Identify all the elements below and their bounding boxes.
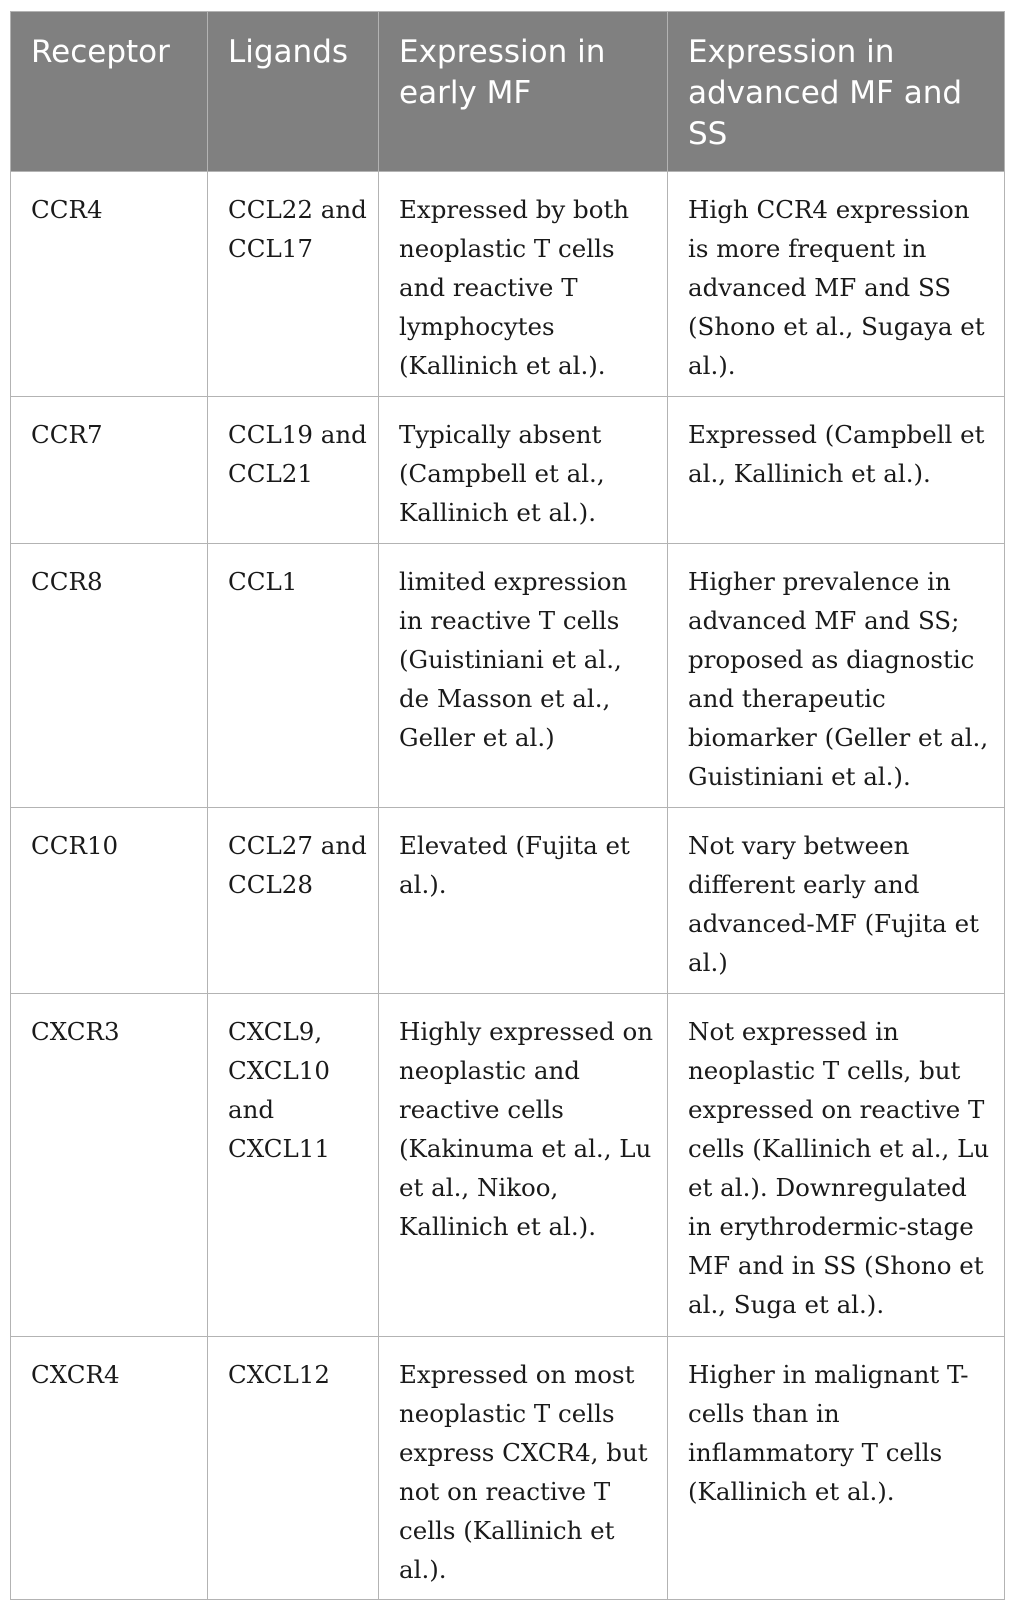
ligands-cell: CCL19 and CCL21 [208, 397, 379, 544]
receptor-cell: CXCR3 [11, 994, 208, 1337]
early-mf-cell: Highly expressed on neoplastic and reactive cells (Kakinuma et al., Lu et al., Nikoo, Kallinich et al.). [379, 994, 668, 1337]
receptor-cell: CXCR4 [11, 1337, 208, 1600]
receptor-cell: CCR7 [11, 397, 208, 544]
table-row [11, 172, 1005, 397]
table-row [11, 808, 1005, 994]
advanced-mf-cell: Not expressed in neoplastic T cells, but expressed on reactive T cells (Kallinich et al., Lu et al.). Downregulated in erythrodermic-stage MF and in SS (Shono et al., Suga et al.). [668, 994, 1005, 1337]
receptor-cell: CCR8 [11, 544, 208, 808]
table-row [11, 397, 1005, 544]
advanced-mf-cell: Higher prevalence in advanced MF and SS; proposed as diagnostic and therapeutic biomarker (Geller et al., Guistiniani et al.). [668, 544, 1005, 808]
header-ligands: Ligands [208, 12, 379, 172]
advanced-mf-cell: Expressed (Campbell et al., Kallinich et al.). [668, 397, 1005, 544]
ligands-cell: CCL22 and CCL17 [208, 172, 379, 397]
header-early-mf: Expression in early MF [379, 12, 668, 172]
header-advanced-mf: Expression in advanced MF and SS [668, 12, 1005, 172]
advanced-mf-cell: Higher in malignant T-cells than in inflammatory T cells (Kallinich et al.). [668, 1337, 1005, 1600]
early-mf-cell: limited expression in reactive T cells (Guistiniani et al., de Masson et al., Geller et al.) [379, 544, 668, 808]
early-mf-cell: Expressed by both neoplastic T cells and reactive T lymphocytes (Kallinich et al.). [379, 172, 668, 397]
table-row [11, 994, 1005, 1337]
chemokine-receptor-table [10, 11, 1005, 1600]
table-row [11, 544, 1005, 808]
header-receptor: Receptor [11, 12, 208, 172]
ligands-cell: CXCL12 [208, 1337, 379, 1600]
ligands-cell: CXCL9, CXCL10 and CXCL11 [208, 994, 379, 1337]
advanced-mf-cell: High CCR4 expression is more frequent in advanced MF and SS (Shono et al., Sugaya et al.). [668, 172, 1005, 397]
early-mf-cell: Expressed on most neoplastic T cells express CXCR4, but not on reactive T cells (Kallinich et al.). [379, 1337, 668, 1600]
early-mf-cell: Typically absent (Campbell et al., Kallinich et al.). [379, 397, 668, 544]
receptor-cell: CCR10 [11, 808, 208, 994]
ligands-cell: CCL1 [208, 544, 379, 808]
table-row [11, 1337, 1005, 1600]
receptor-cell: CCR4 [11, 172, 208, 397]
advanced-mf-cell: Not vary between different early and advanced-MF (Fujita et al.) [668, 808, 1005, 994]
header-row [11, 12, 1005, 172]
ligands-cell: CCL27 and CCL28 [208, 808, 379, 994]
early-mf-cell: Elevated (Fujita et al.). [379, 808, 668, 994]
